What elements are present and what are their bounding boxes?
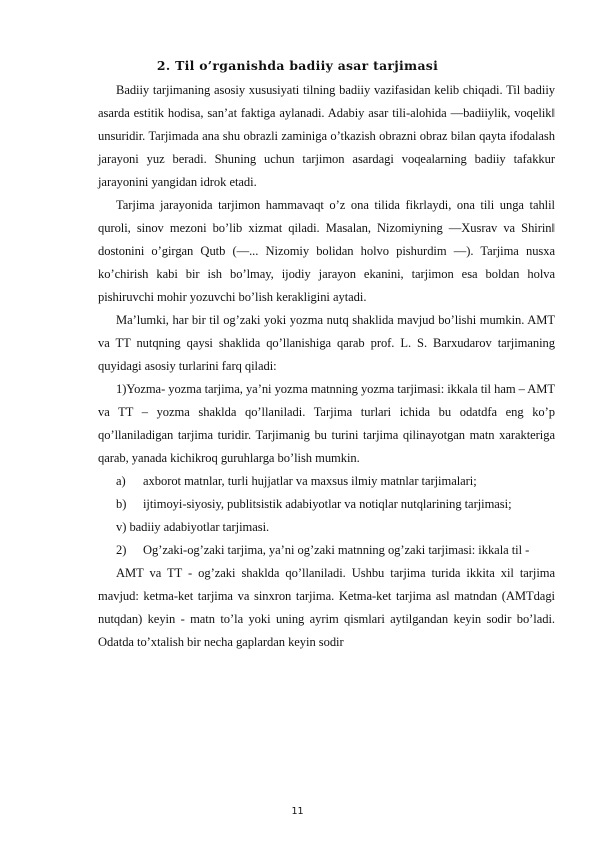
paragraph: Ma’lumki, har bir til og’zaki yoki yozma nutq shaklida mavjud bo’lishi mumkin. AMT va TT nutqning qaysi shaklida qo’llanishiga qarab prof. L. S. Barxudarov tarjimaning quyidagi asosiy turlarini farq qiladi: — [98, 313, 555, 373]
paragraph: AMT va TT - og’zaki shaklda qo’llaniladi. Ushbu tarjima turida ikkita xil tarjima mavjud: ketma-ket tarjima va sinxron tarjima. Ketma-ket tarjima asl matndan (AMTdagi nutqdan) keyin - matn to’la yoki uning ayrim qismlari aytilgandan keyin sodir bo’ladi. Odatda to’xtalish bir necha gaplardan keyin sodir — [98, 566, 555, 649]
list-marker: a) — [116, 474, 126, 488]
body-text — [98, 79, 555, 654]
paragraph: Tarjima jarayonida tarjimon hammavaqt o’z ona tilida fikrlaydi, ona tili unga tahlil quroli, sinov mezoni bo’lib xizmat qiladi. Masalan, Nizomiyning ―Xusrav va Shirin‖ dostonini o’girgan Qutb (―... Nizomiy bolidan holvo pishurdim ―). Tarjima nusxa ko’chirish kabi bir ish bo’lmay, ijodiy jarayon ekanini, tarjimon esa boldan holva pishiruvchi mohir yozuvchi bo’lish kerakligini aytadi. — [98, 198, 555, 304]
list-item-text: v) badiiy adabiyotlar tarjimasi. — [116, 520, 270, 534]
list-item-text: Og’zaki-og’zaki tarjima, ya’ni og’zaki matnning og’zaki tarjimasi: ikkala til - — [143, 543, 530, 557]
paragraph: Badiiy tarjimaning asosiy xususiyati tilning badiiy vazifasidan kelib chiqadi. Til badiiy asarda estitik hodisa, san’at faktiga aylanadi. Adabiy asar tili-alohida ―badiiylik, voqelik‖ unsuridir. Tarjimada ana shu obrazli zaminiga o’tkazish obrazni obraz bilan qayta ifodalash jarayoni yuz beradi. Shuning uchun tarjimon asardagi voqealarning badiiy tafakkur jarayonini yangidan idrok etadi. — [98, 83, 555, 189]
page-number: 11 — [291, 806, 304, 817]
list-item-v — [98, 516, 555, 539]
list-item-text: axborot matnlar, turli hujjatlar va maxsus ilmiy matnlar tarjimalari; — [143, 474, 477, 488]
section-title: 2. Til o’rganishda badiiy asar tarjimasi — [156, 58, 439, 73]
list-item-text: ijtimoyi-siyosiy, publitsistik adabiyotlar va notiqlar nutqlarining tarjimasi; — [143, 497, 512, 511]
list-item-b — [98, 493, 555, 516]
paragraph: 1)Yozma- yozma tarjima, ya’ni yozma matnning yozma tarjimasi: ikkala til ham – AMT va TT – yozma shaklda qo’llaniladi. Tarjima turlari ichida bu odatdfa eng ko’p qo’llaniladigan tarjima turidir. Tarjimanig bu turini tarjima qilinayotgan matn xarakteriga qarab, yanada kichikroq guruhlarga bo’lish mumkin. — [98, 382, 555, 465]
list-marker: b) — [116, 497, 127, 511]
list-marker: 2) — [116, 543, 127, 557]
list-item-a — [98, 470, 555, 493]
list-item-2 — [98, 539, 555, 562]
